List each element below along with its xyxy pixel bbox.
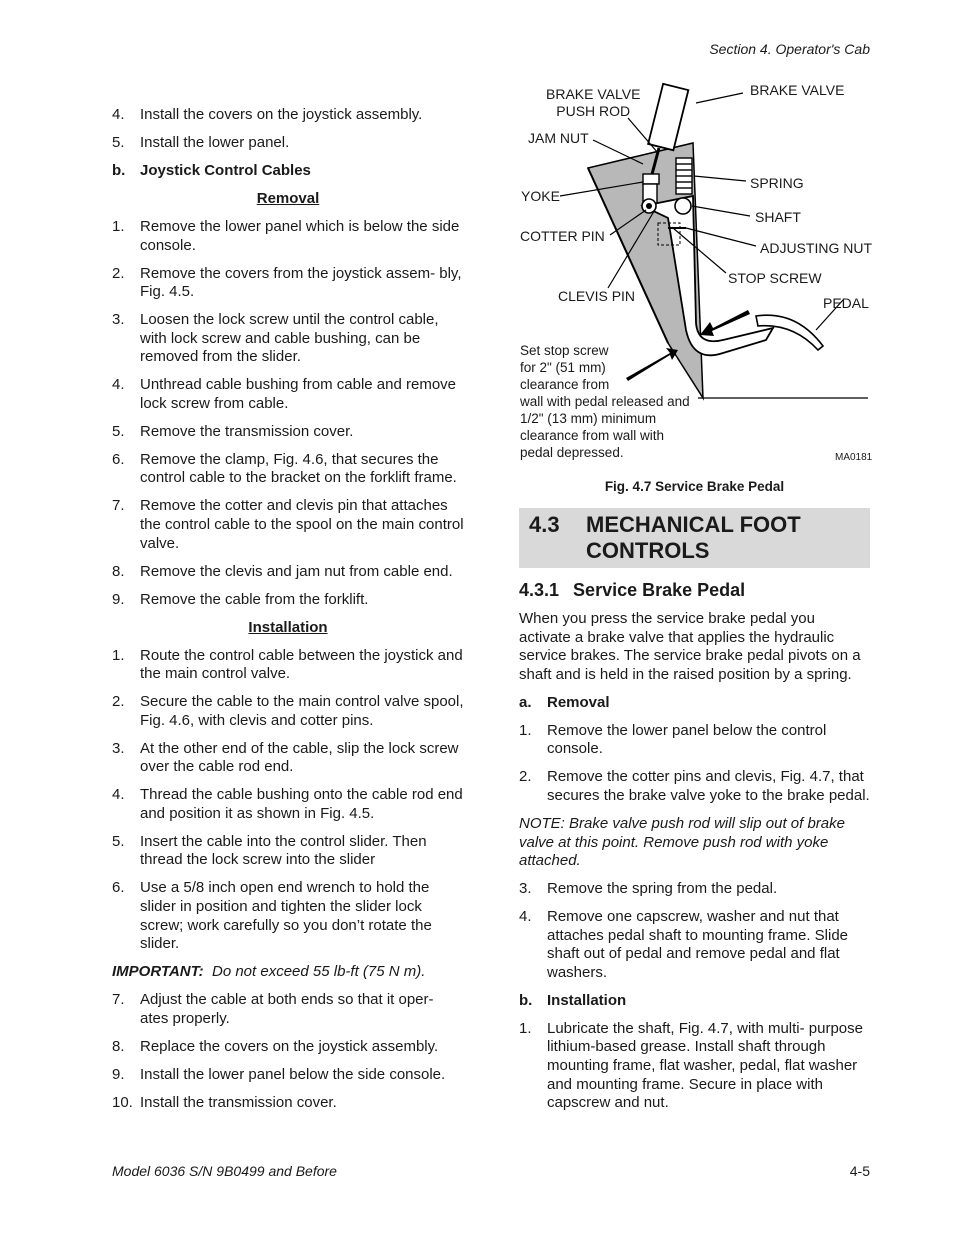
page-header: Section 4. Operator's Cab (709, 41, 870, 57)
stop-screw-note: Set stop screw for 2" (51 mm) clearance from wall with pedal released and 1/2" (13 mm) minimum clearance from wall with pedal depressed. (520, 343, 690, 460)
list-item: 8. Replace the covers on the joystick assembly. (112, 1037, 439, 1055)
list-item: 7. Remove the cotter and clevis pin that attaches the control cable to the spool on the main control valve. (112, 497, 464, 552)
footer-model: Model 6036 S/N 9B0499 and Before (112, 1163, 337, 1179)
brake-valve-body (648, 84, 688, 150)
intro-paragraph: When you press the service brake pedal you activate a brake valve that applies the hydraulic service brakes. The service brake pedal pivots on a shaft and is held in the raised position by a spring. (519, 610, 861, 683)
subsection-heading: 4.3.1 Service Brake Pedal (519, 580, 746, 600)
figure-code: MA0181 (835, 452, 873, 463)
service-brake-pedal-figure (518, 78, 873, 463)
list-item: 1. Route the control cable between the joystick and the main control valve. (112, 646, 463, 683)
label-brake-valve: BRAKE VALVE (750, 82, 845, 98)
removal-subheading: a. Removal (519, 693, 610, 711)
left-column (112, 106, 464, 1122)
spring-shape (676, 158, 692, 194)
list-item: 4. Thread the cable bushing onto the cable rod end and position it as shown in Fig. 4.5. (112, 786, 463, 822)
label-pedal: PEDAL (823, 295, 869, 311)
list-item: 5. Install the lower panel. (112, 133, 290, 151)
list-item: 1. Lubricate the shaft, Fig. 4.7, with multi- purpose lithium-based grease. Install shaft through mounting frame, flat washer, pedal, flat washer and mounting frame. Secure in place with capscrew and nut. (519, 1019, 863, 1112)
list-item: 1. Remove the lower panel below the control console. (519, 721, 827, 758)
list-item: 9. Install the lower panel below the side console. (112, 1065, 446, 1083)
list-item: 7. Adjust the cable at both ends so that it oper- ates properly. (112, 991, 434, 1027)
list-item: 1. Remove the lower panel which is below the side console. (112, 217, 460, 254)
list-item: 9. Remove the cable from the forklift. (112, 590, 369, 608)
installation-heading: Installation (248, 618, 328, 636)
list-item: 2. Secure the cable to the main control valve spool, Fig. 4.6, with clevis and cotter pins. (112, 693, 464, 729)
label-cotter-pin: COTTER PIN (520, 228, 605, 244)
important-note: IMPORTANT: Do not exceed 55 lb-ft (75 N m). (112, 963, 426, 981)
list-item: 3. Loosen the lock screw until the control cable, with lock screw and cable bushing, can be removed from the slider. (112, 311, 439, 366)
label-jam-nut: JAM NUT (528, 130, 589, 146)
pedal-arrow (700, 310, 750, 336)
label-clevis-pin: CLEVIS PIN (558, 288, 636, 304)
removal-heading: Removal (256, 189, 320, 207)
list-item: 4. Install the covers on the joystick assembly. (112, 106, 423, 123)
figure-caption: Fig. 4.7 Service Brake Pedal (604, 479, 785, 494)
section-heading: 4.3 MECHANICAL FOOT CONTROLS (519, 508, 870, 568)
list-item: 3. Remove the spring from the pedal. (519, 880, 778, 898)
right-column (519, 508, 870, 1122)
label-adjusting-nut: ADJUSTING NUT (760, 240, 872, 256)
list-item: 8. Remove the clevis and jam nut from cable end. (112, 562, 453, 580)
list-item: 6. Use a 5/8 inch open end wrench to hold the slider in position and tighten the slider lock screw; work carefully so you don’t rotate the slider. (112, 879, 432, 953)
list-item: 3. At the other end of the cable, slip the lock screw over the cable rod end. (112, 739, 459, 776)
list-item: 2. Remove the covers from the joystick assem- bly, Fig. 4.5. (112, 264, 462, 301)
label-stop-screw: STOP SCREW (728, 270, 822, 286)
list-item: 10. Install the transmission cover. (112, 1093, 337, 1111)
label-shaft: SHAFT (755, 209, 801, 225)
list-item: 6. Remove the clamp, Fig. 4.6, that secures the control cable to the bracket on the forklift frame. (112, 450, 457, 487)
list-item: 5. Insert the cable into the control slider. Then thread the lock screw into the slider (112, 832, 427, 869)
list-item: 2. Remove the cotter pins and clevis, Fig. 4.7, that secures the brake valve yoke to the brake pedal. (519, 768, 870, 804)
label-spring: SPRING (750, 175, 804, 191)
list-item: 4. Remove one capscrew, washer and nut that attaches pedal shaft to mounting frame. Slide shaft out of pedal and remove pedal and flat washers. (519, 908, 849, 981)
list-item: 5. Remove the transmission cover. (112, 422, 354, 440)
label-yoke: YOKE (521, 188, 560, 204)
note-paragraph: NOTE: Brake valve push rod will slip out of brake valve at this point. Remove push rod with yoke attached. (519, 814, 845, 870)
footer-page-number: 4-5 (849, 1163, 870, 1179)
subheading-joystick-cables: b. Joystick Control Cables (112, 161, 311, 179)
label-brake-valve-push-rod: BRAKE VALVE PUSH ROD (546, 86, 641, 119)
list-item: 4. Unthread cable bushing from cable and remove lock screw from cable. (112, 376, 457, 412)
installation-subheading: b. Installation (519, 991, 627, 1009)
